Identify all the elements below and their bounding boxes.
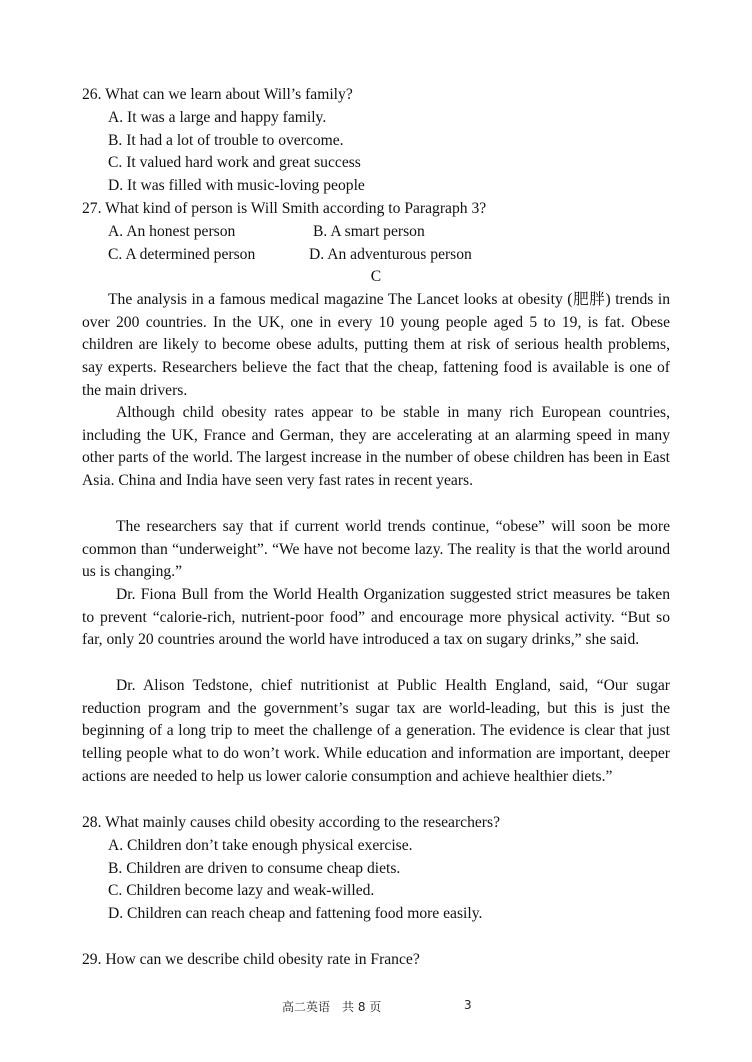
q27-option-b: B. A smart person <box>313 223 425 240</box>
passage-paragraph-3 <box>82 516 670 584</box>
page-number: 3 <box>464 998 472 1012</box>
passage-paragraph-2-text: Although child obesity rates appear to be stable in many rich European countries, including the UK, France and German, they are accelerating at an alarming speed in many other parts of the world. The largest increase in the number of obese children has been in East Asia. China and India have seen very fast rates in recent years. <box>82 404 670 490</box>
q28-option-a: A. Children don’t take enough physical exercise. <box>108 837 413 854</box>
q27-question: 27. What kind of person is Will Smith according to Paragraph 3? <box>82 200 487 217</box>
q28-option-b: B. Children are driven to consume cheap diets. <box>108 860 401 877</box>
passage-paragraph-4 <box>82 584 670 652</box>
q27-option-a: A. An honest person <box>108 223 236 240</box>
q28-option-d: D. Children can reach cheap and fattening food more easily. <box>108 905 483 922</box>
q26-option-b: B. It had a lot of trouble to overcome. <box>108 132 344 149</box>
passage-paragraph-1-text: The analysis in a famous medical magazine The Lancet looks at obesity (肥胖) trends in over 200 countries. In the UK, one in every 10 young people aged 5 to 19, is fat. Obese children are likely to become obese adults, putting them at risk of serious health problems, say experts. Researchers believe the fact that the cheap, fattening food is available is one of the main drivers. <box>82 291 670 399</box>
q27-option-c: C. A determined person <box>108 246 256 263</box>
passage-paragraph-2 <box>82 402 670 493</box>
q26-option-d: D. It was filled with music-loving people <box>108 177 365 194</box>
passage-paragraph-5 <box>82 675 670 789</box>
q26-option-a: A. It was a large and happy family. <box>108 109 327 126</box>
passage-paragraph-4-text: Dr. Fiona Bull from the World Health Organization suggested strict measures be taken to prevent “calorie-rich, nutrient-poor food” and encourage more physical activity. “But so far, only 20 countries around the world have introduced a tax on sugary drinks,” she said. <box>82 586 670 649</box>
q27-option-d: D. An adventurous person <box>309 246 472 263</box>
passage-paragraph-1 <box>82 289 670 403</box>
q28-option-c: C. Children become lazy and weak-willed. <box>108 882 375 899</box>
q26-option-c: C. It valued hard work and great success <box>108 154 361 171</box>
q28-question: 28. What mainly causes child obesity according to the researchers? <box>82 814 500 831</box>
q29-question: 29. How can we describe child obesity rate in France? <box>82 951 420 968</box>
section-letter: C <box>370 268 382 285</box>
passage-paragraph-3-text: The researchers say that if current world trends continue, “obese” will soon be more common than “underweight”. “We have not become lazy. The reality is that the world around us is changing.” <box>82 518 670 581</box>
page-footer-label: 高二英语 共 8 页 <box>282 1000 382 1014</box>
passage-paragraph-5-text: Dr. Alison Tedstone, chief nutritionist at Public Health England, said, “Our sugar reduction program and the government’s sugar tax are world-leading, but this is just the beginning of a long trip to meet the challenge of a generation. The evidence is clear that just telling people what to do won’t work. While education and information are important, deeper actions are needed to help us lower calorie consumption and achieve healthier diets.” <box>82 677 670 785</box>
q26-question: 26. What can we learn about Will’s family? <box>82 86 353 103</box>
